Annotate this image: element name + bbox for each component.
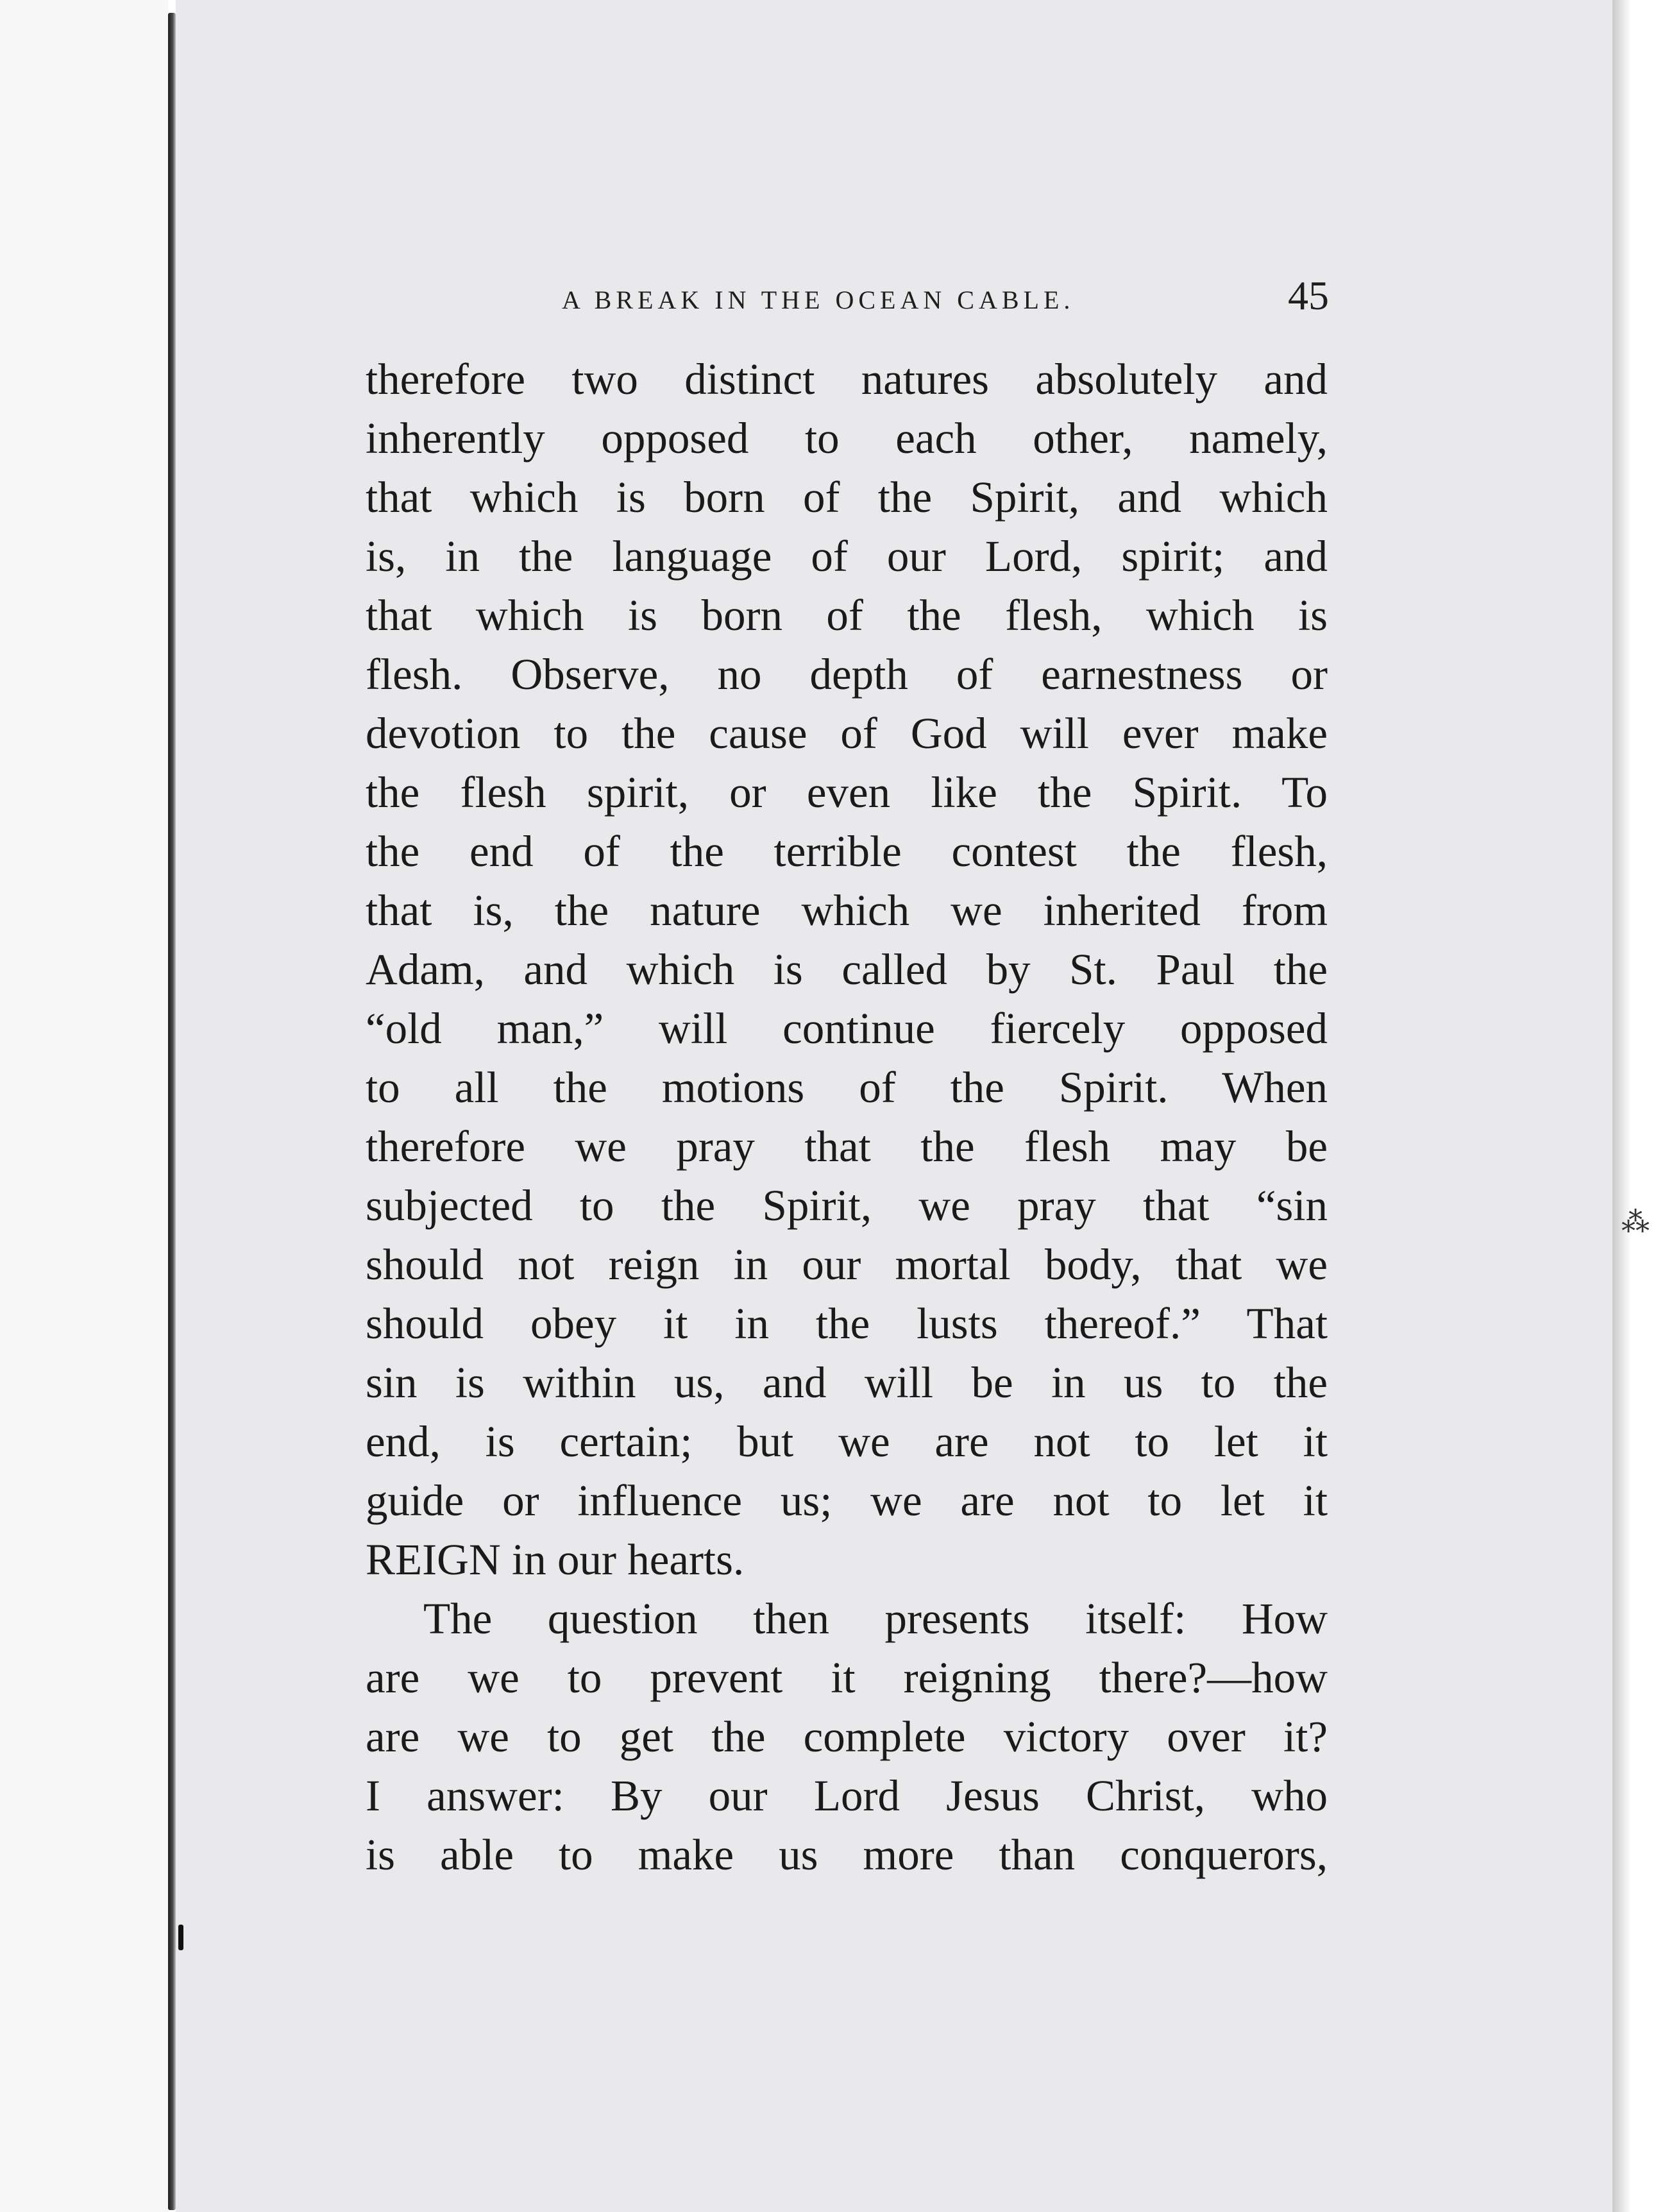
text-line: that which is born of the Spirit, and which [366,473,1328,522]
text-line: should obey it in the lusts thereof.” That [366,1299,1328,1348]
text-line: are we to get the complete victory over it? [366,1712,1328,1761]
text-line: to all the motions of the Spirit. When [366,1063,1328,1112]
left-page-margin [0,0,168,2212]
text-line: “old man,” will continue fiercely opposed [366,1004,1328,1053]
text-line: subjected to the Spirit, we pray that “sin [366,1181,1328,1230]
book-gutter [168,13,176,2210]
text-line: is, in the language of our Lord, spirit; and [366,532,1328,581]
text-line: the end of the terrible contest the flesh, [366,827,1328,876]
text-line: sin is within us, and will be in us to the [366,1358,1328,1407]
text-line: should not reign in our mortal body, that we [366,1240,1328,1289]
text-line: therefore we pray that the flesh may be [366,1122,1328,1171]
text-line: Adam, and which is called by St. Paul the [366,945,1328,994]
text-line: therefore two distinct natures absolutely and [366,355,1328,404]
text-line: that which is born of the flesh, which is [366,591,1328,640]
body-text [366,350,1328,1884]
text-line: flesh. Observe, no depth of earnestness or [366,650,1328,699]
right-page-edge [1612,0,1665,2212]
text-line: that is, the nature which we inherited from [366,886,1328,935]
spine-mark [178,1925,183,1950]
text-line: inherently opposed to each other, namely, [366,414,1328,463]
text-line-paragraph-end: REIGN in our hearts. [366,1535,745,1584]
running-title: A BREAK IN THE OCEAN CABLE. [562,285,1075,314]
text-line-paragraph-start: The question then presents itself: How [423,1594,1328,1643]
text-line: devotion to the cause of God will ever make [366,709,1328,758]
margin-mark: ⁂ [1621,1206,1650,1239]
page-number: 45 [1288,273,1329,318]
text-line: I answer: By our Lord Jesus Christ, who [366,1771,1328,1820]
text-line: the flesh spirit, or even like the Spirit. To [366,768,1328,817]
text-line: end, is certain; but we are not to let it [366,1417,1328,1466]
page-header [0,273,1665,328]
text-line: are we to prevent it reigning there?—how [366,1653,1328,1702]
text-line: guide or influence us; we are not to let it [366,1476,1328,1525]
text-line: is able to make us more than conquerors, [366,1830,1328,1879]
